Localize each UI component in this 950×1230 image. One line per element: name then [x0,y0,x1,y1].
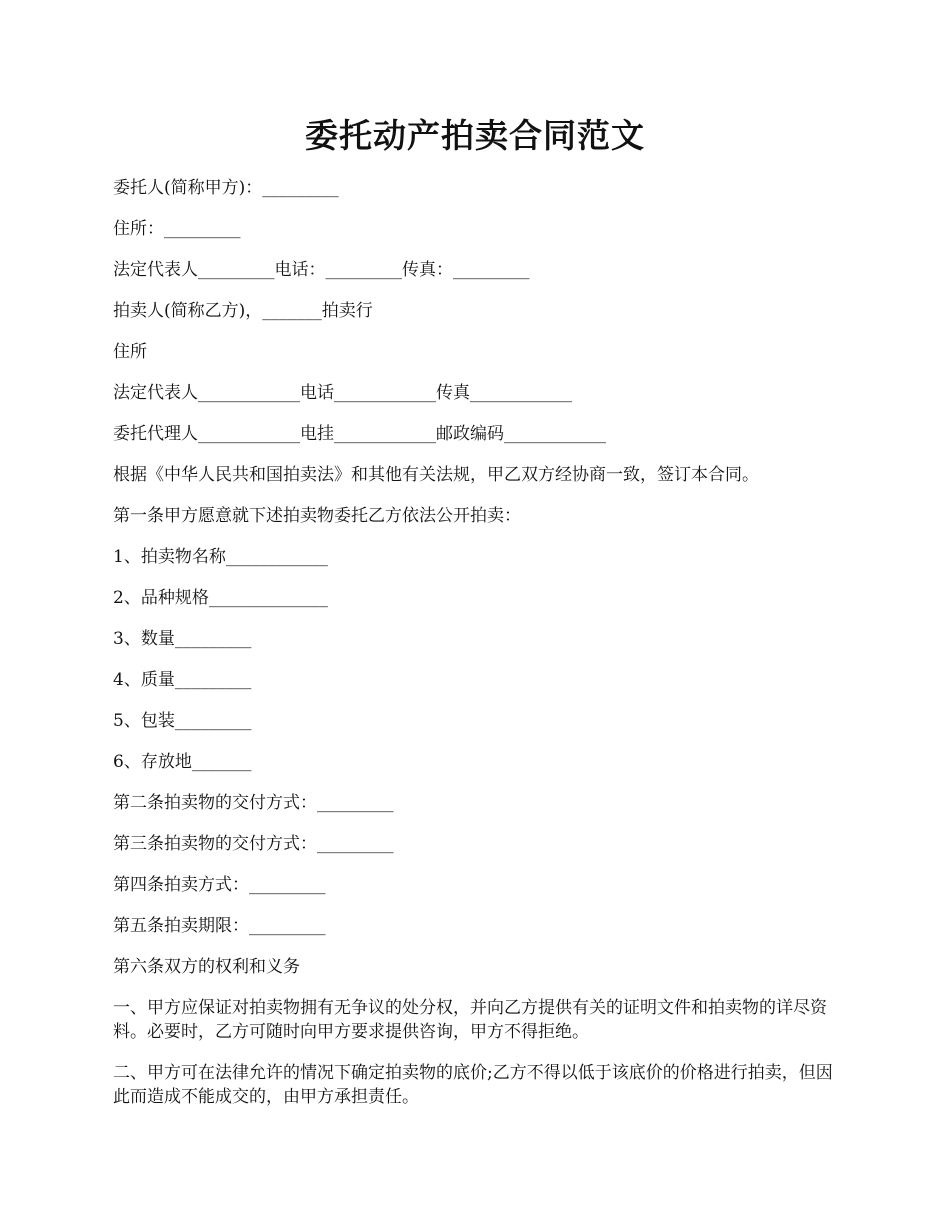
article-2-line: 第二条拍卖物的交付方式：_________ [113,793,394,813]
item-quantity-line: 3、数量_________ [113,629,252,649]
principal-representative-line: 法定代表人_________电话：_________传真：_________ [113,260,530,280]
item-spec-line: 2、品种规格______________ [113,588,328,608]
principal-name-line: 委托人(简称甲方)：_________ [113,178,339,198]
article-4-line: 第四条拍卖方式：_________ [113,875,326,895]
article-3-line: 第三条拍卖物的交付方式：_________ [113,834,394,854]
item-storage-line: 6、存放地_______ [113,752,252,772]
contract-preamble: 根据《中华人民共和国拍卖法》和其他有关法规，甲乙双方经协商一致，签订本合同。 [113,465,759,485]
article-5-line: 第五条拍卖期限：_________ [113,916,326,936]
auctioneer-address-line: 住所 [113,342,147,362]
article-1-heading: 第一条甲方愿意就下述拍卖物委托乙方依法公开拍卖： [113,506,521,526]
auctioneer-agent-line: 委托代理人____________电挂____________邮政编码____________ [113,424,606,444]
article-6-heading: 第六条双方的权利和义务 [113,957,300,977]
document-title: 委托动产拍卖合同范文 [305,116,645,155]
auctioneer-representative-line: 法定代表人____________电话____________传真____________ [113,383,572,403]
document-body [113,176,843,1126]
auctioneer-name-line: 拍卖人(简称乙方)，_______拍卖行 [113,301,373,321]
item-name-line: 1、拍卖物名称____________ [113,547,328,567]
article-6-clause-1: 一、甲方应保证对拍卖物拥有无争议的处分权，并向乙方提供有关的证明文件和拍卖物的详尽资料。必要时，乙方可随时向甲方要求提供咨询，甲方不得拒绝。 [113,998,827,1042]
item-quality-line: 4、质量_________ [113,670,252,690]
principal-address-line: 住所：_________ [113,219,241,239]
item-packaging-line: 5、包装_________ [113,711,252,731]
article-6-clause-2: 二、甲方可在法律允许的情况下确定拍卖物的底价;乙方不得以低于该底价的价格进行拍卖，但因此而造成不能成交的，由甲方承担责任。 [113,1063,833,1107]
